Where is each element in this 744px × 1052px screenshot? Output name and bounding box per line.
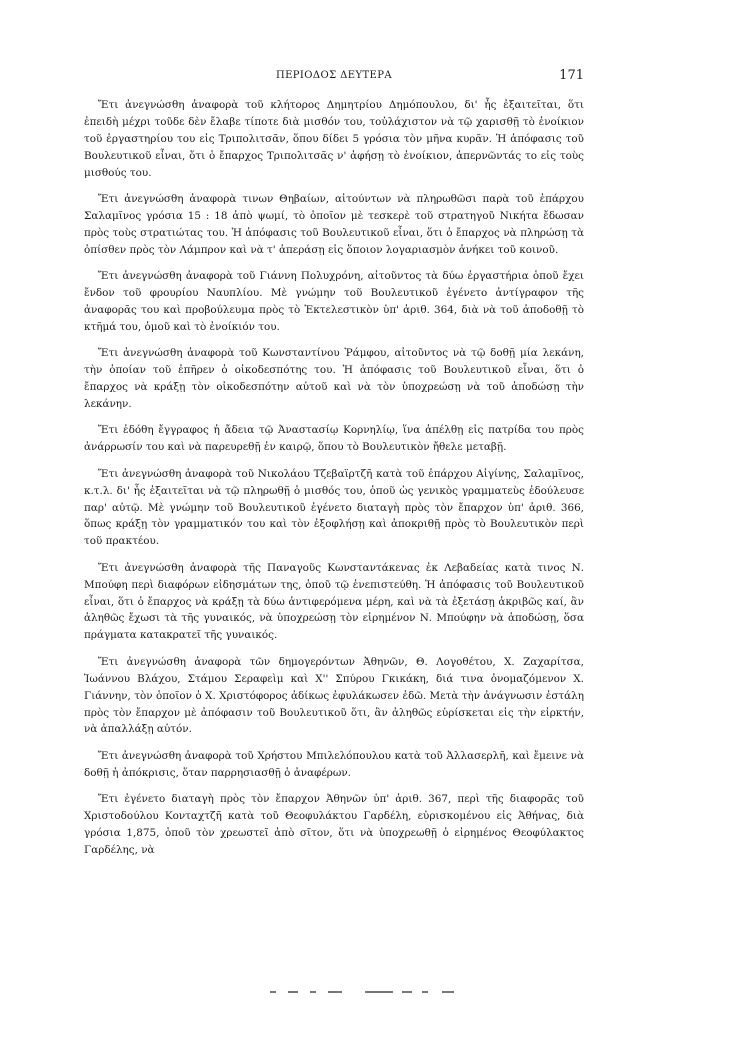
paragraph: Ἔτι ἀνεγνώσθη ἀναφορὰ τοῦ Νικολάου Τζεβαϊρτζῆ κατὰ τοῦ ἐπάρχου Αἰγίνης, Σαλαμῖνος, κ.τ.λ. δι' ἧς ἐξαιτεῖται νὰ τῷ πληρωθῇ ὁ μισθός του, ὁποῦ ὡς γενικὸς γραμματεὺς ἐδούλευσε παρ' αὐτῷ. Μὲ γνώμην τοῦ Βουλευτικοῦ ἐγένετο διαταγὴ πρὸς τὸν ἔπαρχον ὑπ' ἀριθ. 366, ὅπως κράξῃ τὸν γραμματικόν του καὶ τὸν ἐξοφλήσῃ καὶ ἀποκριθῇ πρὸς τὸ Βουλευτικὸν περὶ τοῦ πρακτέου. — [84, 467, 584, 548]
paragraph: Ἔτι ἀνεγνώσθη ἀναφορὰ τῶν δημογερόντων Ἀθηνῶν, Θ. Λογοθέτου, Χ. Ζαχαρίτσα, Ἰωάννου Βλάχου, Στάμου Σεραφεὶμ καὶ Χ'' Σπύρου Γκικάκη, διά τινα ὀνομαζόμενον Χ. Γιάννην, τὸν ὁποῖον ὁ Χ. Χριστόφορος ἀδίκως ἐφυλάκωσεν ἐδῶ. Μετὰ τὴν ἀνάγνωσιν ἐστάλη πρὸς τὸν ἔπαρχον μὲ ἀπόφασιν τοῦ Βουλευτικοῦ ὅτι, ἂν ἀληθῶς εὑρίσκεται εἰς τὴν εἱρκτήν, νὰ ἀπαλλάξῃ αὐτόν. — [84, 655, 584, 736]
page-header — [84, 66, 584, 86]
paragraph: Ἔτι ἀνεγνώσθη ἀναφορὰ τοῦ Γιάννη Πολυχρόνη, αἰτοῦντος τὰ δύω ἐργαστήρια ὁποῦ ἔχει ἔνδον τοῦ φρουρίου Ναυπλίου. Μὲ γνώμην τοῦ Βουλευτικοῦ ἐγένετο ἀντίγραφον τῆς ἀναφορᾶς του καὶ προβούλευμα πρὸς τὸ Ἐκτελεστικὸν ὑπ' ἀριθ. 364, διὰ νὰ τοῦ ἀποδοθῇ τὸ κτῆμά του, ὁμοῦ καὶ τὸ ἐνοίκιόν του. — [84, 270, 584, 333]
scan-mark — [328, 991, 342, 993]
paragraph: Ἔτι ἀνεγνώσθη ἀναφορὰ τῆς Παναγοῦς Κωνσταντάκενας ἐκ Λεβαδείας κατὰ τινος Ν. Μπούφη περὶ διαφόρων εἰδησμάτων της, ὁποῦ τῷ ἐνεπιστεύθη. Ἡ ἀπόφασις τοῦ Βουλευτικοῦ εἶναι, ὅτι ὁ ἔπαρχος νὰ κράξῃ τὰ δύω ἀντιφερόμενα μέρη, καὶ νὰ τὰ ἐξετάσῃ ἀκριβῶς καί, ἂν ἀληθῶς ἔχωσι τὰ τῆς γυναικός, νὰ ὑποχρεώσῃ τὸν εἰρημένον Ν. Μπούφην νὰ ἀποδώσῃ, ὅσα πράγματα κατακρατεῖ τῆς γυναικός. — [84, 561, 584, 642]
paragraph: Ἔτι ἀνεγνώσθη ἀναφορὰ τινων Θηβαίων, αἰτούντων νὰ πληρωθῶσι παρὰ τοῦ ἐπάρχου Σαλαμῖνος γρόσια 15 : 18 ἀπὸ ψωμί, τὸ ὁποῖον μὲ τεσκερὲ τοῦ στρατηγοῦ Νικήτα ἔδωσαν πρὸς τοὺς στρατιώτας του. Ἡ ἀπόφασις τοῦ Βουλευτικοῦ εἶναι, ὅτι ὁ ἔπαρχος νὰ πληρώσῃ τὰ ὀπίσθεν πρὸς τὸν Λάμπρον καὶ νὰ τ' ἀπεράσῃ εἰς ὅποιον λογαριασμὸν ἀνήκει τοῦ κοινοῦ. — [84, 193, 584, 256]
scan-mark — [442, 991, 454, 993]
scan-mark — [422, 991, 428, 993]
paragraph: Ἔτι ἀνεγνώσθη ἀναφορὰ τοῦ Κωνσταντίνου Ῥάμφου, αἰτοῦντος νὰ τῷ δοθῇ μία λεκάνη, τὴν ὁποίαν τοῦ ἐπῆρεν ὁ οἰκοδεσπότης του. Ἡ ἀπόφασις τοῦ Βουλευτικοῦ εἶναι, ὅτι ὁ ἔπαρχος νὰ κράξῃ τὸν οἰκοδεσπότην αὐτοῦ καὶ νὰ τὸν ὑποχρεώσῃ νὰ τοῦ ἀποδώσῃ τὴν λεκάνην. — [84, 347, 584, 410]
paragraph: Ἔτι ἀνεγνώσθη ἀναφορὰ τοῦ κλήτορος Δημητρίου Δημόπουλου, δι' ἧς ἐξαιτεῖται, ὅτι ἐπειδὴ μέχρι τοῦδε δὲν ἔλαβε τίποτε διὰ μισθόν του, τοὐλάχιστον νὰ τῷ χαρισθῇ τὸ ἐνοίκιον τοῦ ἐργαστηρίου του εἰς Τριπολιτσᾶν, ὅπου δίδει 5 γρόσια τὸν μῆνα κυρᾶν. Ἡ ἀπόφασις τοῦ Βουλευτικοῦ εἶναι, ὅτι ὁ ἔπαρχος Τριπολιτσᾶς ν' ἀφήσῃ τὸ ἐνοίκιον, ἀπερνῶντάς το εἰς τοὺς μισθούς του. — [84, 99, 584, 179]
paragraph: Ἔτι ἐγένετο διαταγὴ πρὸς τὸν ἔπαρχον Ἀθηνῶν ὑπ' ἀριθ. 367, περὶ τῆς διαφορᾶς τοῦ Χριστοδούλου Κονταχτζῆ κατὰ τοῦ Θεοφυλάκτου Γαρδέλη, εὑρισκομένου εἰς Ἀθήνας, διὰ γρόσια 1,875, ὁποῦ τὸν χρεωστεῖ ἀπὸ σῖτον, ὅτι νὰ ὑποχρεωθῇ ὁ εἰρημένος Θεοφύλακτος Γαρδέλης, νὰ — [84, 793, 584, 856]
scan-artifact-marks — [270, 989, 470, 995]
page-number: 171 — [559, 68, 584, 83]
paragraph: Ἔτι ἀνεγνώσθη ἀναφορὰ τοῦ Χρήστου Μπιλελόπουλου κατὰ τοῦ Ἀλλασερλῆ, καὶ ἔμεινε νὰ δοθῇ ἡ ἀπόκρισις, ὅταν παρρησιασθῇ ὁ ἀναφέρων. — [84, 749, 584, 779]
scan-mark — [288, 991, 298, 993]
scan-mark — [270, 991, 276, 993]
running-title: ΠΕΡΙΟΔΟΣ ΔΕΥΤΕΡΑ — [275, 70, 392, 81]
scan-mark — [402, 991, 412, 993]
scan-mark — [310, 991, 316, 993]
paragraph: Ἔτι ἐδόθη ἔγγραφος ἡ ἄδεια τῷ Ἀναστασίῳ Κορνηλίῳ, ἵνα ἀπέλθῃ εἰς πατρίδα του πρὸς ἀνάρρωσίν του καὶ νὰ παρευρεθῇ ἐν καιρῷ, ὅπου τὸ Βουλευτικὸν ἤθελε μεταβῇ. — [84, 424, 584, 454]
scan-mark — [365, 991, 393, 993]
body-text — [84, 97, 584, 868]
